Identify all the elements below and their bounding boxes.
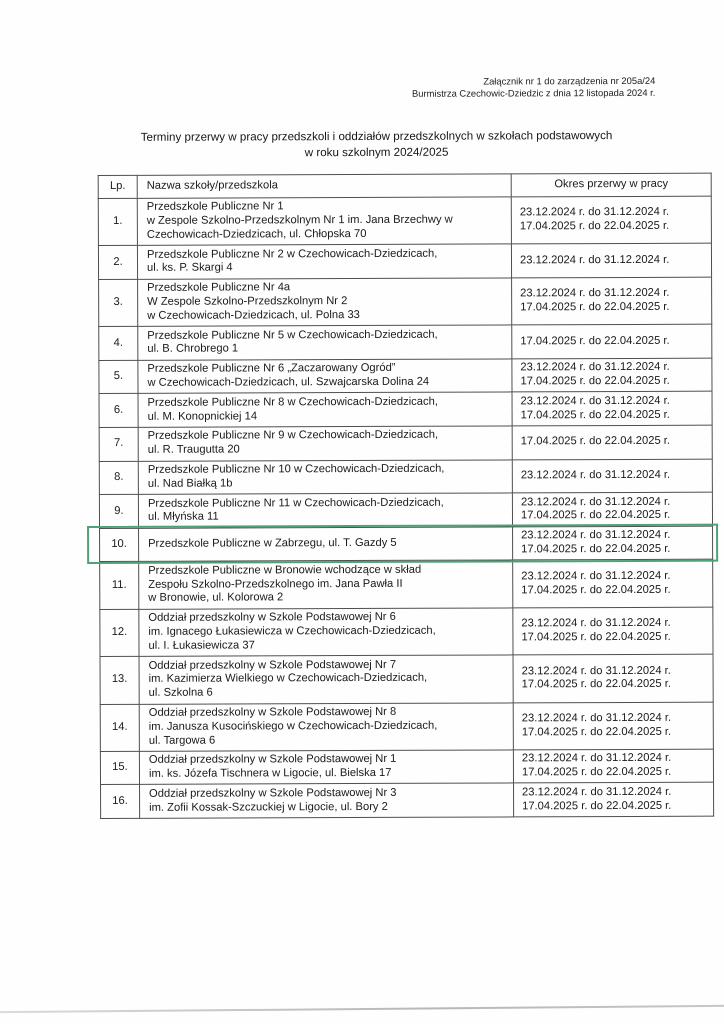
school-name-line: ul. M. Konopnickiej 14 xyxy=(147,410,258,423)
break-period-line: 17.04.2025 r. do 22.04.2025 r. xyxy=(519,219,670,233)
row-number-cell: 4. xyxy=(99,327,138,361)
break-period-line: 17.04.2025 r. do 22.04.2025 r. xyxy=(520,300,670,314)
school-name-line: im. Kazimierza Wielkiego w Czechowicach-Dziedzicach, xyxy=(148,672,428,686)
school-name-line: Przedszkole Publiczne Nr 1 xyxy=(146,200,284,214)
table-row xyxy=(98,196,711,246)
school-name-line: Przedszkole Publiczne Nr 2 w Czechowicach-Dziedzicach, xyxy=(146,247,438,261)
break-period-line: 23.12.2024 r. do 31.12.2024 r. xyxy=(521,711,672,725)
row-number-cell: 7. xyxy=(99,427,138,461)
break-period-cell xyxy=(513,607,713,655)
table-row xyxy=(100,654,713,704)
break-period-line: 17.04.2025 r. do 22.04.2025 r. xyxy=(521,583,671,596)
table-row xyxy=(99,425,712,461)
break-period-cell xyxy=(512,492,712,526)
row-number-cell: 9. xyxy=(99,495,138,529)
row-number-cell: 13. xyxy=(100,656,139,704)
school-name-line: ul. Szkolna 6 xyxy=(148,686,213,700)
school-name-line: ul. Nad Białką 1b xyxy=(147,477,233,490)
school-name-line: w Czechowicach-Dziedzicach, ul. Polna 33 xyxy=(147,308,360,322)
row-number-cell: 2. xyxy=(98,246,137,280)
break-period-line: 23.12.2024 r. do 31.12.2024 r. xyxy=(521,529,671,542)
break-period-cell xyxy=(513,749,713,783)
break-period-cell xyxy=(512,459,712,493)
table-row xyxy=(99,459,712,495)
table-row xyxy=(100,559,713,609)
attachment-note-line1: Załącznik nr 1 do zarządzenia nr 205a/24 xyxy=(483,74,656,87)
school-name-cell xyxy=(137,197,511,246)
table-row xyxy=(99,324,712,360)
break-period-line: 23.12.2024 r. do 31.12.2024 r. xyxy=(520,495,671,509)
school-name-line: ul. B. Chrobrego 1 xyxy=(147,342,239,356)
school-name-line: Oddział przedszkolny w Szkole Podstawowej Nr 1 xyxy=(148,753,397,767)
school-name-cell xyxy=(139,560,513,609)
table-row xyxy=(100,702,713,752)
row-number-cell: 8. xyxy=(99,461,138,495)
row-number-cell: 1. xyxy=(98,198,137,246)
row-number-cell: 12. xyxy=(100,609,139,657)
break-period-cell xyxy=(513,702,713,750)
break-period-line: 23.12.2024 r. do 31.12.2024 r. xyxy=(521,664,671,677)
school-name-line: Czechowicach-Dziedzicach, ul. Chłopska 70 xyxy=(146,227,367,241)
document-title-line2: w roku szkolnym 2024/2025 xyxy=(304,145,449,159)
school-name-line: w Bronowie, ul. Kolorowa 2 xyxy=(148,591,284,605)
document-title-line1: Terminy przerwy w pracy przedszkoli i oddziałów przedszkolnych w szkołach podstawowych xyxy=(140,129,613,144)
school-name-line: ul. Targowa 6 xyxy=(148,734,216,747)
table-row xyxy=(100,526,713,562)
col-header-school-name: Nazwa szkoły/przedszkola xyxy=(137,174,511,198)
break-period-cell xyxy=(512,425,712,459)
break-period-line: 23.12.2024 r. do 31.12.2024 r. xyxy=(520,468,671,482)
school-name-line: im. Zofii Kossak-Szczuckiej w Ligocie, ul. Bory 2 xyxy=(149,800,388,814)
break-period-cell xyxy=(511,196,711,244)
break-period-cell xyxy=(512,324,712,358)
school-name-line: Zespołu Szkolno-Przedszkolnego im. Jana Pawła II xyxy=(148,577,403,591)
school-name-cell xyxy=(139,655,513,704)
school-name-cell xyxy=(138,278,512,327)
break-period-line: 23.12.2024 r. do 31.12.2024 r. xyxy=(520,394,670,408)
row-number-cell: 6. xyxy=(99,394,138,428)
break-period-line: 17.04.2025 r. do 22.04.2025 r. xyxy=(521,542,671,556)
school-name-cell xyxy=(138,459,512,494)
break-period-line: 17.04.2025 r. do 22.04.2025 r. xyxy=(521,678,671,691)
row-number-cell: 16. xyxy=(101,785,140,819)
school-name-line: W Zespole Szkolno-Przedszkolnym Nr 2 xyxy=(147,295,348,308)
row-number-cell: 14. xyxy=(100,704,139,752)
school-name-line: Przedszkole Publiczne Nr 5 w Czechowicach-Dziedzicach, xyxy=(147,328,438,342)
document-title xyxy=(26,128,724,162)
school-name-line: Przedszkole Publiczne Nr 9 w Czechowicach-Dziedzicach, xyxy=(147,429,439,443)
table-row xyxy=(99,277,712,327)
school-name-line: Przedszkole Publiczne w Zabrzegu, ul. T. Gazdy 5 xyxy=(148,536,397,550)
school-name-line: ul. ks. P. Skargi 4 xyxy=(147,261,233,275)
header-row xyxy=(98,173,711,198)
school-name-cell xyxy=(139,608,513,657)
school-name-line: Oddział przedszkolny w Szkole Podstawowej Nr 8 xyxy=(148,705,397,719)
school-name-line: im. ks. Józefa Tischnera w Ligocie, ul. Bielska 17 xyxy=(148,767,392,781)
break-period-line: 17.04.2025 r. do 22.04.2025 r. xyxy=(520,435,671,448)
table-row xyxy=(100,749,713,785)
attachment-note xyxy=(412,75,655,99)
table-body xyxy=(98,196,713,819)
school-name-line: w Czechowicach-Dziedzicach, ul. Szwajcarska Dolina 24 xyxy=(147,375,430,389)
school-name-line: Oddział przedszkolny w Szkole Podstawowej Nr 6 xyxy=(148,611,396,625)
col-header-break-period: Okres przerwy w pracy xyxy=(511,173,711,197)
school-name-cell xyxy=(138,426,512,461)
col-header-lp: Lp. xyxy=(98,175,137,198)
break-period-cell xyxy=(512,392,712,426)
break-period-line: 23.12.2024 r. do 31.12.2024 r. xyxy=(519,206,670,219)
break-period-line: 23.12.2024 r. do 31.12.2024 r. xyxy=(519,253,670,266)
table-header xyxy=(98,173,711,198)
row-number-cell: 15. xyxy=(100,751,139,785)
row-number-cell: 5. xyxy=(99,360,138,394)
break-period-line: 17.04.2025 r. do 22.04.2025 r. xyxy=(520,408,670,422)
school-name-line: Oddział przedszkolny w Szkole Podstawowej Nr 3 xyxy=(149,786,397,800)
break-period-line: 17.04.2025 r. do 22.04.2025 r. xyxy=(520,509,671,522)
break-period-line: 17.04.2025 r. do 22.04.2025 r. xyxy=(522,799,672,813)
table-row xyxy=(99,492,712,528)
break-period-cell xyxy=(512,277,712,325)
school-name-line: Przedszkole Publiczne Nr 11 w Czechowicach-Dziedzicach, xyxy=(147,496,444,510)
school-name-line: Przedszkole Publiczne Nr 4a xyxy=(147,281,291,295)
break-period-cell xyxy=(513,526,713,560)
school-name-cell xyxy=(139,702,513,751)
break-period-line: 23.12.2024 r. do 31.12.2024 r. xyxy=(521,569,671,583)
break-period-cell xyxy=(513,654,713,702)
row-number-cell: 3. xyxy=(99,279,138,327)
row-number-cell: 10. xyxy=(100,528,139,562)
school-name-cell xyxy=(138,325,512,360)
school-name-cell xyxy=(138,392,512,427)
table-row xyxy=(101,783,714,819)
row-number-cell: 11. xyxy=(100,562,139,610)
schedule-table xyxy=(98,173,714,819)
table-row xyxy=(98,243,711,279)
break-period-line: 17.04.2025 r. do 22.04.2025 r. xyxy=(520,374,670,388)
school-name-line: Przedszkole Publiczne w Bronowie wchodzące w skład xyxy=(148,563,422,577)
break-period-line: 17.04.2025 r. do 22.04.2025 r. xyxy=(521,725,672,739)
break-period-line: 23.12.2024 r. do 31.12.2024 r. xyxy=(521,752,672,765)
school-name-line: ul. I. Łukasiewicza 37 xyxy=(148,639,255,652)
break-period-line: 17.04.2025 r. do 22.04.2025 r. xyxy=(521,766,672,779)
table-row xyxy=(99,392,712,428)
table-row xyxy=(99,358,712,394)
table-row xyxy=(100,607,713,657)
school-name-cell xyxy=(137,244,511,279)
school-name-line: Przedszkole Publiczne Nr 6 „Zaczarowany Ogród” xyxy=(147,362,396,376)
break-period-line: 17.04.2025 r. do 22.04.2025 r. xyxy=(520,334,670,347)
break-period-line: 23.12.2024 r. do 31.12.2024 r. xyxy=(522,785,672,799)
break-period-cell xyxy=(514,783,714,817)
school-name-cell xyxy=(139,527,513,562)
school-name-line: im. Ignacego Łukasiewicza w Czechowicach-Dziedzicach, xyxy=(148,624,436,638)
attachment-note-line2: Burmistrza Czechowic-Dziedzic z dnia 12 listopada 2024 r. xyxy=(411,86,656,99)
school-name-line: ul. Młyńska 11 xyxy=(147,510,219,524)
school-name-line: Przedszkole Publiczne Nr 8 w Czechowicach-Dziedzicach, xyxy=(147,395,438,409)
school-name-cell xyxy=(138,359,512,394)
school-name-line: im. Janusza Kusocińskiego w Czechowicach-Dziedzicach, xyxy=(148,719,438,733)
break-period-cell xyxy=(513,559,713,607)
school-name-line: w Zespole Szkolno-Przedszkolnym Nr 1 im. Jana Brzechwy w xyxy=(146,213,453,227)
break-period-cell xyxy=(511,243,711,277)
school-name-cell xyxy=(139,750,513,785)
break-period-line: 23.12.2024 r. do 31.12.2024 r. xyxy=(520,286,670,300)
break-period-line: 17.04.2025 r. do 22.04.2025 r. xyxy=(521,630,671,644)
school-name-cell xyxy=(140,783,514,818)
break-period-cell xyxy=(512,358,712,392)
school-name-line: Przedszkole Publiczne Nr 10 w Czechowicach-Dziedzicach, xyxy=(147,462,445,476)
break-period-line: 23.12.2024 r. do 31.12.2024 r. xyxy=(521,616,671,630)
school-name-line: Oddział przedszkolny w Szkole Podstawowej Nr 7 xyxy=(148,658,397,672)
break-period-line: 23.12.2024 r. do 31.12.2024 r. xyxy=(520,361,670,374)
school-name-line: ul. R. Traugutta 20 xyxy=(147,443,240,457)
school-name-cell xyxy=(138,493,512,528)
